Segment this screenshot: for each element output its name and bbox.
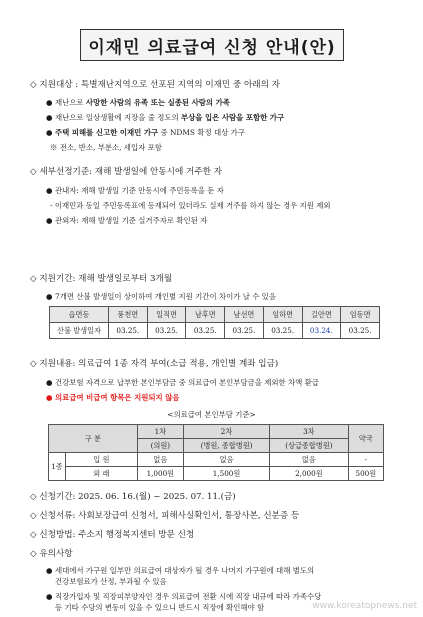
section-content-heading: ◇ 지원내용: 의료급여 1종 자격 부여(소급 적용, 개인별 계좌 입금) (30, 359, 279, 369)
content-item-1: ● 건강보험 자격으로 납부한 본인부담금 중 의료급여 본인부담금을 제외한 차액 환급 (46, 378, 319, 387)
table-header-cell: 3차 (270, 425, 349, 439)
notes-item-2-cont: 등 기타 수당의 변동이 있을 수 있으니 반드시 직장에 확인해야 함 (55, 603, 265, 612)
apply-documents: ◇ 신청서류: 사회보장급여 신청서, 피해사실확인서, 통장사본, 신분증 등 (30, 511, 300, 521)
criteria-item-2: - 이재민과 동일 주민등록표에 등재되어 있더라도 실제 거주를 하지 않는 경우 지원 제외 (50, 201, 331, 210)
table-cell: 입 원 (66, 453, 138, 467)
table-cell: - (348, 453, 383, 467)
table-cell: 2,000원 (270, 467, 349, 481)
table-cell: 없음 (184, 453, 270, 467)
table-header-cell: 남선면 (225, 307, 264, 323)
table-header-cell: (병원, 종합병원) (184, 439, 270, 453)
table-header-cell: (상급종합병원) (270, 439, 349, 453)
table-header-cell: 읍면동 (50, 307, 109, 323)
apply-method: ◇ 신청방법: 주소지 행정복지센터 방문 신청 (30, 530, 195, 540)
table-cell: 없음 (270, 453, 349, 467)
criteria-item-1: ● 관내자: 재해 발생일 기준 안동시에 주민등록을 둔 자 (46, 186, 224, 195)
table-cell: 03.25. (263, 323, 302, 339)
table-header-cell: 길안면 (302, 307, 341, 323)
table-header-row (49, 425, 384, 439)
title-box (80, 29, 344, 61)
table-row (49, 453, 384, 467)
apply-period: ◇ 신청기간: 2025. 06. 16.(월) ~ 2025. 07. 11.(금) (30, 492, 236, 502)
table-header-cell: 임하면 (263, 307, 302, 323)
table-caption: <의료급여 본인부담 기준> (167, 410, 256, 419)
table-header-cell: 남후면 (186, 307, 225, 323)
table-cell: 외 래 (66, 467, 138, 481)
notes-item-1: ● 세대에서 가구원 일부만 의료급여 대상자가 될 경우 나머지 가구원에 대해 별도의 (46, 566, 315, 575)
table-header-cell: 임동면 (341, 307, 380, 323)
section-criteria-heading: ◇ 세부선정기준: 재해 발생일에 안동시에 거주한 자 (30, 167, 222, 177)
section-period-heading: ◇ 지원기간: 재해 발생일로부터 3개월 (30, 274, 173, 284)
target-item-1: ● 재난으로 사망한 사람의 유족 또는 실종된 사람의 가족 (46, 98, 230, 107)
copay-table (48, 424, 384, 481)
table-header-cell: 구 분 (49, 425, 138, 453)
notes-item-1-cont: 건강보험료가 산정, 부과될 수 있음 (55, 577, 167, 586)
section-target-heading: ◇ 지원대상 : 특별재난지역으로 선포된 지역의 이재민 중 아래의 자 (30, 80, 280, 90)
table-header-row (50, 307, 380, 323)
watermark: www.koreatopnews.net (312, 601, 417, 611)
table-cell: 03.25. (225, 323, 264, 339)
table-cell: 1,500원 (184, 467, 270, 481)
table-row (49, 467, 384, 481)
fire-date-table (49, 306, 380, 339)
table-cell: 03.25. (186, 323, 225, 339)
table-header-cell: 약국 (348, 425, 383, 453)
page-title: 이재민 의료급여 신청 안내(안) (88, 37, 336, 58)
table-cell-highlight: 03.24. (302, 323, 341, 339)
table-header-cell: 풍천면 (109, 307, 148, 323)
table-header-cell: 1차 (137, 425, 183, 439)
target-note: ※ 전소, 반소, 부분소, 세입자 포함 (50, 143, 162, 152)
notes-item-2: ● 직장가입자 및 직장피부양자인 경우 의료급여 전환 시에 직장 내규에 따라 가족수당 (46, 592, 322, 601)
period-item-1: ● 7개면 산불 발생일이 상이하여 개인별 지원 기간이 차이가 날 수 있음 (46, 292, 276, 301)
table-cell: 산불 발생일자 (50, 323, 109, 339)
table-cell: 03.25. (341, 323, 380, 339)
section-notes-heading: ◇ 유의사항 (30, 549, 73, 559)
table-cell: 1종 (49, 453, 66, 481)
table-header-cell: (의원) (137, 439, 183, 453)
table-cell: 03.25. (147, 323, 186, 339)
table-cell: 03.25. (109, 323, 148, 339)
content-item-2-warning: ● 의료급여 비급여 항목은 지원되지 않음 (46, 393, 180, 402)
table-header-cell: 일직면 (147, 307, 186, 323)
table-cell: 500원 (348, 467, 383, 481)
table-row (50, 323, 380, 339)
target-item-2: ● 재난으로 일상생활에 지장을 줄 정도의 부상을 입은 사람을 포함한 가구 (46, 113, 285, 122)
table-cell: 없음 (137, 453, 183, 467)
criteria-item-3: ● 관외자: 재해 발생일 기준 실거주자로 확인된 자 (46, 216, 208, 225)
target-item-3: ● 주택 피해를 신고한 이재민 가구 중 NDMS 확정 대상 가구 (46, 128, 245, 137)
table-cell: 1,000원 (137, 467, 183, 481)
table-header-cell: 2차 (184, 425, 270, 439)
